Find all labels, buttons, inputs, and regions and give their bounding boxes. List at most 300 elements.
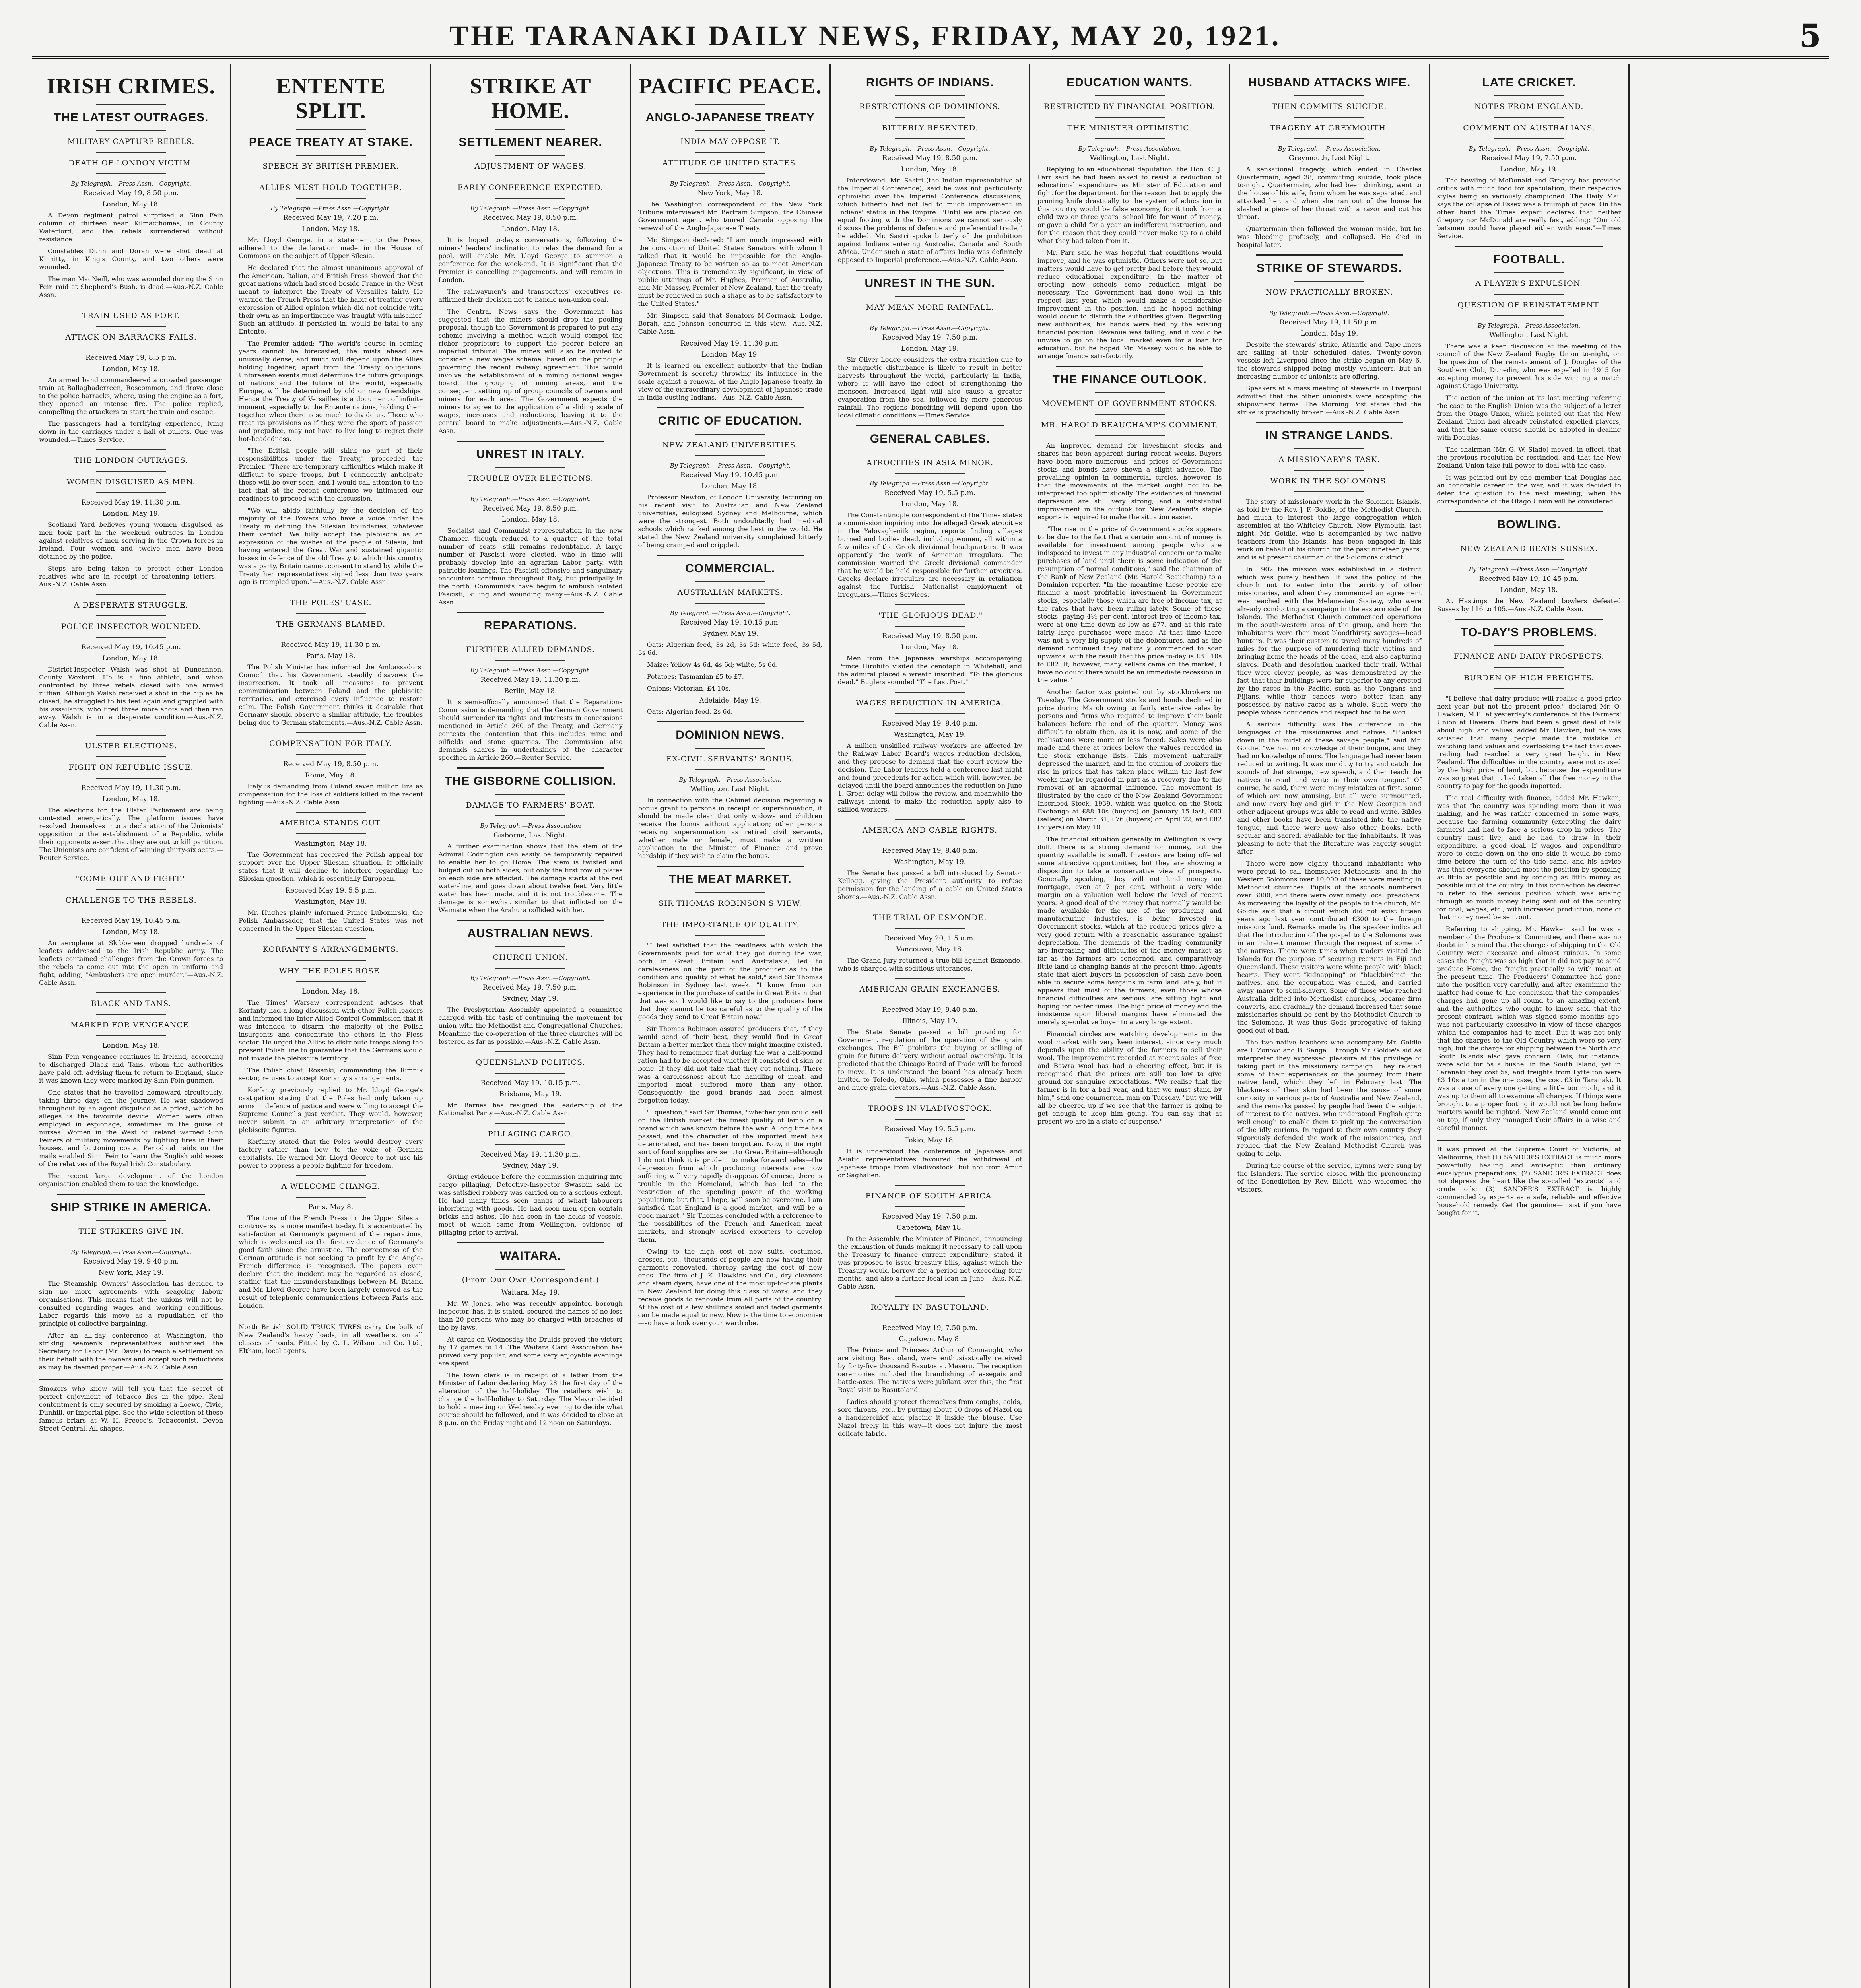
paragraph: There was a keen discussion at the meeting of the council of the New Zealand Rugby Union to-night, on the question of the reinstatement of J. Douglas of the Southern Club, Dunedin, who was expelled in 1915 for accepting money to prevent his side winning a match against Otago University. — [1437, 342, 1621, 390]
divider — [296, 1175, 366, 1176]
dateline: Wellington, Last Night. — [690, 785, 770, 793]
byline: By Telegraph.—Press Assn.—Copyright. — [870, 145, 990, 152]
divider — [495, 467, 565, 468]
paragraph: Speakers at a mass meeting of stewards in Liverpool admitted that the other unionists were accepting the shipowners' terms. The Morning Post states that the strike is practically broken.—Aus.-N.Z. Cable Assn. — [1237, 384, 1422, 416]
byline: By Telegraph.—Press Association. — [1078, 145, 1181, 152]
paragraph: It was pointed out by one member that Douglas had an honorable career in the war, and it was decided to defer the question to the next meeting, when the correspondence of the Otago Union will be considered. — [1437, 474, 1621, 505]
dateline: Brisbane, May 19. — [499, 1090, 562, 1098]
dateline: London, May 18. — [501, 516, 559, 524]
divider — [296, 155, 366, 156]
divider — [895, 713, 965, 714]
divider — [895, 692, 965, 693]
page-number: 5 — [1799, 17, 1821, 54]
paragraph: "The British people will shirk no part of their responsibilities under the Treaty," proceeded the Premier. "There are temporary difficulties which make it difficult to spare troops, but I confidently anticipate these will be over soon, and I would call attention to the fact that at the recent conference we intimated our readiness to proceed with the discussion. — [239, 447, 423, 502]
divider — [856, 425, 1004, 426]
dateline: London, May 18. — [102, 928, 160, 936]
divider — [1294, 281, 1364, 282]
paragraph: Financial circles are watching developments in the wool market with very keen interest, since very much depends upon the ability of the farmers to sell their wool. The improvement recorded at recent sales of free and Bawra wool has had a cheering effect, but it is recognised that the prices are still too low to give ground for sanguine expectations. "We realise that the farmer is in for a bad year, and that we must stand by him," said one commercial man on Tuesday, "but we will all be cheered up if we see that the farmer is going to get enough to keep him going. You can say that at present we are in a state of suspense." — [1037, 1030, 1222, 1125]
paragraph: Steps are being taken to protect other London relatives who are in receipt of threatening letters.—Aus.-N.Z. Cable Assn. — [39, 565, 223, 588]
divider — [657, 721, 804, 722]
divider — [695, 455, 765, 456]
paragraph: The Grand Jury returned a true bill against Esmonde, who is charged with seditious utterances. — [837, 957, 1022, 972]
divider — [96, 152, 166, 153]
dateline: London, May 18. — [1500, 586, 1558, 594]
dateline: Sydney, May 19. — [702, 630, 758, 638]
dateline: London, May 19. — [701, 351, 759, 359]
divider — [1256, 422, 1403, 423]
divider — [695, 581, 765, 582]
dateline: Received May 19, 8.50 p.m. — [483, 505, 578, 513]
paragraph: The town clerk is in receipt of a letter from the Minister of Labor declaring May 28 the first day of the alteration of the half-holiday. The retailers wish to change the half-holiday to Saturday. The Mayor decided to hold a meeting on Wednesday evening to decide what course should be followed, and it was decided to close at 8 p.m. on the Friday night and 12 noon on Saturdays. — [438, 1371, 623, 1427]
subheading: EX-CIVIL SERVANTS' BONUS. — [666, 755, 794, 763]
divider — [1294, 470, 1364, 471]
dateline: Received May 19, 5.5 p.m. — [884, 1125, 976, 1133]
column-8 — [1430, 64, 1630, 1988]
paragraph: Another factor was pointed out by stockbrokers on Tuesday. The Government stocks and bonds declined in price during March owing to fairly extensive sales by persons and firms who required to improve their bank balances before the end of the quarter. Money was difficult to obtain then, as it is now, and some of the realisations were more or less forced. Sales were also made and there at prices below the values recorded in the stock exchange lists. This movement naturally depressed the market, and in the opinion of brokers the rise in prices that has taken place within the last few weeks may be regarded in part as a recovery due to the removal of an abnormal influence. The movement is illustrated by the case of the New Zealand Government Inscribed Stock, 1939, which was quoted on the Stock Exchange at £88 10s (buyers) on January 15 last, £83 (sellers) on March 31, £76 (buyers) on April 22, and £82 (buyers) on May 10. — [1037, 688, 1222, 831]
column-4 — [631, 64, 831, 1988]
subheading: AMERICA AND CABLE RIGHTS. — [862, 826, 998, 835]
divider — [895, 604, 965, 605]
paragraph: The chairman (Mr. G. W. Slade) moved, in effect, that the previous resolution be rescinded, and that the New Zealand Union take full power to deal with the case. — [1437, 446, 1621, 469]
divider — [296, 938, 366, 939]
paragraph: Onions: Victorian, £4 10s. — [647, 685, 731, 692]
dateline: Received May 19, 8.5 p.m. — [85, 354, 177, 362]
section-heading: AUSTRALIAN NEWS. — [467, 927, 594, 940]
byline: By Telegraph.—Press Association. — [679, 776, 782, 783]
section-heading: UNREST IN THE SUN. — [864, 277, 995, 290]
section-heading: ANGLO-JAPANESE TREATY — [645, 111, 815, 124]
paragraph: Mr. W. Jones, who was recently appointed borough inspector, has, it is stated, secured the names of no less than 20 persons who may be charged with breaches of the by-laws. — [438, 1300, 623, 1331]
paragraph: A Devon regiment patrol surprised a Sinn Fein column of thirteen near Kilmacthomas, in County Waterford, and the rebels surrendered without resistance. — [39, 212, 223, 243]
headline: STRIKE AT HOME. — [470, 74, 591, 123]
subheading: MAY MEAN MORE RAINFALL. — [866, 303, 994, 312]
subheading: MILITARY CAPTURE REBELS. — [67, 137, 195, 146]
dateline: London, May 19. — [901, 345, 959, 353]
subheading: CHALLENGE TO THE REBELS. — [65, 896, 197, 905]
divider — [457, 1242, 604, 1243]
divider — [96, 889, 166, 890]
dateline: Paris, May 8. — [308, 1203, 354, 1211]
paragraph: The action of the union at its last meeting referring the case to the English Union was the subject of a letter from the Otago Union, which pointed out that the New Zealand Union had already reinstated expelled players, and that the same course should be adopted in dealing with Douglas. — [1437, 394, 1621, 441]
subheading: ATROCITIES IN ASIA MINOR. — [866, 458, 994, 467]
subheading: KORFANTY'S ARRANGEMENTS. — [262, 945, 399, 954]
paragraph: Mr. Barnes has resigned the leadership of the Nationalist Party.—Aus.-N.Z. Cable Assn. — [438, 1101, 623, 1117]
subheading: INDIA MAY OPPOSE IT. — [680, 137, 780, 146]
divider — [495, 198, 565, 199]
divider — [695, 130, 765, 131]
paragraph: Scotland Yard believes young women disguised as men took part in the weekend outrages in London against relatives of men serving in the Crown forces in Ireland. Four women and twelve men have been detained by the police. — [39, 521, 223, 560]
dateline: Washington, May 19. — [894, 731, 966, 739]
divider — [695, 769, 765, 770]
dateline: London, May 18. — [901, 643, 959, 651]
divider — [296, 732, 366, 733]
divider — [1256, 254, 1403, 256]
byline: By Telegraph.—Press Assn.—Copyright. — [1469, 145, 1589, 152]
dateline: Received May 19, 7.50 p.m. — [882, 1324, 978, 1332]
advertisement: North British SOLID TRUCK TYRES carry the bulk of New Zealand's heavy loads, in all weathers, on all classes of roads. Fitted by C. L. Wilson and Co. Ltd., Eltham, local agents. — [239, 1318, 423, 1355]
paragraph: Quartermain then followed the woman inside, but he was bleeding profusely, and collapsed. He died in hospital later. — [1237, 225, 1422, 248]
paragraph: Giving evidence before the commission inquiring into cargo pillaging, Detective-Inspector Swasbin said he was satisfied robbery was carried on to a serious extent. He had many times seen gangs of wharf labourers interfering with goods. He had seen men open contain bricks and ashes. He had seen in the holds of vessels, most of which came from Wellington, evidence of pillaging prior to arrival. — [438, 1173, 623, 1236]
dateline: Sydney, May 19. — [502, 1162, 559, 1170]
section-heading: DOMINION NEWS. — [676, 728, 785, 742]
divider — [457, 612, 604, 613]
paragraph: The story of missionary work in the Solomon Islands, as told by the Rev. J. F. Goldie, of the Methodist Church, had much to interest the large congregation which assembled at the Whiteley Church, New Plymouth, last night. Mr. Goldie, who is accompanied by two native teachers from the Islands, has been engaged in this work on behalf of his church for the past nineteen years, and is at present chairman of the Solomons district. — [1237, 498, 1422, 561]
subheading: (From Our Own Correspondent.) — [462, 1276, 599, 1284]
subheading: NOTES FROM ENGLAND. — [1474, 102, 1584, 111]
divider — [895, 928, 965, 929]
divider — [1294, 138, 1364, 139]
divider — [495, 1123, 565, 1124]
divider — [57, 1194, 205, 1195]
divider — [1494, 117, 1564, 118]
divider — [96, 594, 166, 595]
section-heading: HUSBAND ATTACKS WIFE. — [1248, 76, 1411, 89]
divider — [96, 756, 166, 757]
dateline: Received May 19, 11.30 p.m. — [81, 499, 181, 507]
paragraph: Mr. Simpson said that Senators M'Cormack, Lodge, Borah, and Johnson concurred in this view.—Aus.-N.Z. Cable Assn. — [638, 312, 822, 335]
dateline: Sydney, May 19. — [502, 995, 559, 1003]
dateline: London, May 18. — [901, 165, 959, 173]
dateline: Received May 19, 11.50 p.m. — [1279, 318, 1379, 326]
subheading: THE POLES' CASE. — [290, 598, 372, 607]
divider — [895, 1097, 965, 1098]
dateline: London, May 18. — [102, 365, 160, 373]
columns-grid — [32, 64, 1829, 1988]
subheading: THE MINISTER OPTIMISTIC. — [1067, 124, 1192, 132]
subheading: SPEECH BY BRITISH PREMIER. — [262, 162, 399, 171]
divider — [695, 173, 765, 174]
subheading: A MISSIONARY'S TASK. — [1278, 455, 1380, 464]
divider — [296, 1197, 366, 1198]
divider — [96, 778, 166, 779]
paragraph: The Washington correspondent of the New York Tribune interviewed Mr. Bertram Simpson, the Chinese Government agent who toured Canada opposing the renewal of the Anglo-Japanese Treaty. — [638, 200, 822, 232]
paragraph: Sir Oliver Lodge considers the extra radiation due to the magnetic disturbance is likely to result in better harvests throughout the world, particularly in India, where it will have the effect of strengthening the monsoon. Increased light will also cause a greater evaporation from the sea, followed by more generous rainfall. The regions benefiting will depend upon the local climatic conditions.—Times Service. — [837, 356, 1022, 419]
paragraph: A sensational tragedy, which ended in Charles Quartermain, aged 38, committing suicide, took place to-night. Quartermain, who had been drinking, went to the house of his wife, from whom he was separated, and attacked her, and when she ran out of the house he slashed a piece of her throat with a razor and cut his throat. — [1237, 165, 1422, 221]
section-heading: PEACE TREATY AT STAKE. — [249, 136, 413, 149]
section-heading: THE LATEST OUTRAGES. — [53, 111, 209, 124]
subheading: TROOPS IN VLADIVOSTOCK. — [868, 1104, 992, 1113]
dateline: London, May 18. — [102, 654, 160, 662]
dateline: Received May 19, 10.45 p.m. — [1479, 575, 1579, 583]
subheading: AMERICA STANDS OUT. — [279, 819, 383, 827]
divider — [895, 626, 965, 627]
section-heading: FOOTBALL. — [1493, 253, 1565, 266]
paragraph: The man MacNeill, who was wounded during the Sinn Fein raid at Shepherd's Bush, is dead.—Aus.-N.Z. Cable Assn. — [39, 275, 223, 299]
divider — [895, 1185, 965, 1186]
dateline: London, May 19. — [102, 510, 160, 518]
paragraph: He declared that the almost unanimous approval of the American, Italian, and British Press showed that the great nations which had stood beside France in the West meant to interpret the Treaty of Versailles fairly. He warned the French Press that the habit of treating every expression of Allied opinion which did not coincide with their own as an impertinence was fraught with mischief. Such an attitude, if persisted in, would be fatal to any Entente. — [239, 264, 423, 335]
dateline: Received May 19, 7.50 p.m. — [483, 984, 578, 992]
dateline: Vancouver, May 18. — [896, 945, 964, 953]
subheading: ROYALTY IN BASUTOLAND. — [870, 1303, 989, 1312]
subheading: MARKED FOR VENGEANCE. — [70, 1021, 192, 1029]
paragraph: The Central News says the Government has suggested that the miners should drop the pooling proposal, though the Government is prepared to put any scheme involving a method which would compel the richer proprietors to support the poorer before an impartial tribunal. The mines will also be invited to consider a new wages scheme, based on the principle governing the recent railway agreement. This would involve the establishment of a mining national wages board, the grouping of mining areas, and the consequent setting up of group councils of owners and miners for each area. The Government expects the miners to agree to the application of a sliding scale of wages, increases and reductions, leaving it to the central board to make adjustments.—Aus.-N.Z. Cable Assn. — [438, 308, 623, 435]
paragraph: The State Senate passed a bill providing for Government regulation of the operation of the grain exchanges. The Bill prohibits the buying or selling of grain for future delivery without actual ownership. It is predicted that the Chicago Board of Trade will be forced to move. It is understood the board has already been invited to Toledo, Ohio, which possesses a fine harbor and huge grain elevators.—Aus.-N.Z. Cable Assn. — [837, 1028, 1022, 1091]
section-heading: WAITARA. — [500, 1249, 561, 1262]
paragraph: After an all-day conference at Washington, the striking seamen's representatives authorised the Secretary for Labor (Mr. Davis) to reach a settlement on their behalf with the owners and accept such reductions as may be deemed proper.—Aus.-N.Z. Cable Assn. — [39, 1332, 223, 1371]
subheading: FURTHER ALLIED DEMANDS. — [466, 645, 595, 654]
column-3 — [431, 64, 631, 1988]
dateline: Received May 19, 11.30 p.m. — [480, 1151, 581, 1159]
dateline: Received May 19, 8.50 p.m. — [882, 632, 978, 640]
byline: By Telegraph.—Press Assn.—Copyright. — [71, 1248, 192, 1256]
divider — [695, 748, 765, 749]
column-7 — [1230, 64, 1430, 1988]
divider — [1494, 272, 1564, 273]
dateline: London, May 18. — [102, 200, 160, 208]
subheading: COMMENT ON AUSTRALIANS. — [1463, 124, 1595, 132]
paragraph: The Prince and Princess Arthur of Connaught, who are visiting Basutoland, were enthusiastically received by forty-five thousand Basutos at Maseru. The reception ceremonies included the brandishing of assegais and battle-axes. The natives were jubilant over this, the first Royal visit to Basutoland. — [837, 1346, 1022, 1394]
paragraph: The Senate has passed a bill introduced by Senator Kellogg, giving the President authority to refuse permission for the landing of a cable on United States shores.—Aus.-N.Z. Cable Assn. — [837, 869, 1022, 901]
paragraph: Owing to the high cost of new suits, costumes, dresses, etc., thousands of people are now having their garments renovated, thereby saving the cost of new ones. The firm of J. K. Hawkins and Co., dry cleaners and steam dyers, have one of the most up-to-date plants in New Zealand for doing this class of work, and they receive goods to renovate from all parts of the country. At the cost of a few shillings soiled and faded garments can be made equal to new. Now is the time to economise—so have a look over your wardrobe. — [638, 1248, 822, 1327]
subheading: ATTACK ON BARRACKS FAILS. — [65, 333, 197, 342]
divider — [96, 492, 166, 493]
dateline: Received May 19, 7.20 p.m. — [283, 214, 379, 222]
paragraph: Maize: Yellow 4s 6d, 4s 6d; white, 5s 6d. — [647, 661, 778, 668]
subheading: "COME OUT AND FIGHT." — [76, 874, 186, 883]
paragraph: Men from the Japanese warships accompanying Prince Hirohito visited the cenotaph in Whitehall, and the admiral placed a wreath inscribed: "To the glorious dead." Buglers sounded "The Last Post." — [837, 654, 1022, 686]
subheading: ALLIES MUST HOLD TOGETHER. — [259, 183, 402, 192]
dateline: Received May 19, 7.50 p.m. — [1481, 154, 1577, 162]
dateline: Received May 19, 10.45 p.m. — [81, 643, 181, 651]
section-heading: STRIKE OF STEWARDS. — [1257, 262, 1402, 275]
divider — [96, 992, 166, 993]
dateline: Received May 19, 10.15 p.m. — [480, 1079, 581, 1087]
divider — [457, 441, 604, 442]
divider — [96, 1014, 166, 1015]
subheading: ATTITUDE OF UNITED STATES. — [662, 159, 798, 167]
paragraph: At Hastings the New Zealand bowlers defeated Sussex by 116 to 105.—Aus.-N.Z. Cable Assn. — [1437, 597, 1621, 613]
dateline: Received May 19, 8.50 p.m. — [882, 154, 978, 162]
dateline: Received May 19, 5.5 p.m. — [285, 887, 377, 895]
divider — [495, 1269, 565, 1270]
paragraph: Sinn Fein vengeance continues in Ireland, according to discharged Black and Tans, whom the authorities have paid off, advising them to return to England, since it was known they were marked by Sinn Fein gunmen. — [39, 1053, 223, 1084]
paragraph: It is learned on excellent authority that the Indian Government is secretly throwing its influence in the scale against a renewal of the Anglo-Japanese treaty, in view of the extraordinary development of Japanese trade in India ousting Indians.—Aus.-N.Z. Cable Assn. — [638, 362, 822, 401]
paragraph: The railwaymen's and transporters' executives re-affirmed their decision not to handle non-union coal. — [438, 288, 623, 303]
paragraph: The financial situation generally in Wellington is very dull. There is a strong demand for money, but the quantity available is small. Investors are being offered some attractive opportunities, but they are showing a disposition to take a conservative view of prospects. Generally speaking, they will not lend money on mortgage, even at 7 per cent. without a very wide margin on a valuation well below the level of recent years. A good deal of the money that normally would be made available for the use of the producing and manufacturing industries, is being invested in Government stocks, which at the reduced prices give a very good return with a reasonable assurance against depreciation. The demands of the trading community are increasing and difficulties of the money market as far as the farmers are concerned, and comparatively little land is changing hands at the present time. Agents state that alert buyers in possession of cash have been able to secure some bargains in farm land lately, but it appears that most of the farmers, even those whose financial difficulties are serious, are sitting tight and hoping for better times. The high price of money and the insistence upon liberal margins have eliminated the merely speculative buyer to a very large extent. — [1037, 835, 1222, 1026]
dateline: London, May 18. — [102, 795, 160, 803]
subheading: THEN COMMITS SUICIDE. — [1272, 102, 1387, 111]
section-heading: UNREST IN ITALY. — [476, 448, 585, 461]
paragraph: Potatoes: Tasmanian £5 to £7. — [647, 673, 744, 680]
divider — [1494, 688, 1564, 689]
dateline: London, May 18. — [701, 482, 759, 490]
dateline: Washington, May 18. — [295, 898, 367, 906]
divider — [96, 1220, 166, 1221]
dateline: Received May 19, 11.30 p.m. — [680, 340, 780, 348]
subheading: ULSTER ELECTIONS. — [85, 742, 177, 750]
subheading: WORK IN THE SOLOMONS. — [1270, 477, 1389, 485]
paragraph: At cards on Wednesday the Druids proved the victors by 17 games to 14. The Waitara Card Association has proved very popular, and some very enjoyable evenings are spent. — [438, 1336, 623, 1367]
subheading: A DESPERATE STRUGGLE. — [74, 601, 188, 610]
paragraph: The Presbyterian Assembly appointed a committee charged with the task of continuing the movement for union with the Methodist and Congregational Churches. Meantime the co-operation of the three churches will be fostered as far as possible.—Aus.-N.Z. Cable Assn. — [438, 1006, 623, 1045]
dateline: New York, May 19. — [98, 1269, 164, 1277]
paragraph: Socialist and Communist representation in the new Chamber, though reduced to a quarter of the total number of seats, still remains redoubtable. A large number of Fascisti were elected, who in time will probably develop into an agrarian Labor party, with patriotic leanings. The Fascisti offensive and sanguinary encounters continue throughout Italy, but principally in the north. Communists have begun to ambush isolated Fascisti, killing and wounding many.—Aus.-N.Z. Cable Assn. — [438, 527, 623, 606]
divider — [895, 117, 965, 118]
divider — [495, 815, 565, 816]
divider — [96, 615, 166, 616]
divider — [296, 812, 366, 813]
dateline: Washington, May 19. — [894, 858, 966, 866]
dateline: Received May 19, 10.15 p.m. — [680, 619, 780, 627]
divider — [1095, 414, 1165, 415]
dateline: Capetown, May 18. — [896, 1224, 964, 1232]
paragraph: Referring to shipping, Mr. Hawken said he was a member of the Producers' Committee, and there was no doubt in his mind that the charges of shipping to the Old Country were excessive and almost ruinous. In some cases the freight was so high that it did not pay to send produce Home, the freight practically so with meat at the present time. The Producers' Committee had gone into the position very carefully, and after examining the matter had come to the conclusion that the companies' charges had gone up all round to an amazing extent, and the authorities who ought to know said that the present contract, which was signed some months ago, was not particularly excessive in view of these charges which the companies had to meet. But it was not only that the charges to the Old Country which were so very high, but the charge for shipping between the North and South Islands also gave concern. Oats, for instance, were sold for 5s a bushel in the South Island, yet in Taranaki they cost 5s, and freights from Lyttelton were £3 10s a ton in the one case, the cost £3 in Taranaki. It was a case of every one getting a little too much, and it was up to them all to examine all charges. If things were brought to a proper footing it would not be long before matters would be righted. New Zealand would come out on top, if only they managed their affairs in a wise and careful manner. — [1437, 925, 1621, 1132]
section-heading: GENERAL CABLES. — [870, 432, 990, 445]
byline: By Telegraph.—Press Assn.—Copyright. — [470, 975, 591, 982]
divider — [296, 129, 366, 130]
divider — [96, 1035, 166, 1036]
paragraph: "We will abide faithfully by the decision of the majority of the Powers who have a voice under the Treaty in defining the Silesian boundaries, whatever their verdict. We fully accept the plebiscite as an expression of the wishes of the people of Silesia, but having entered the Great War and sustained gigantic losses in defence of the old Treaty to which this country was a party, Britain cannot consent to stand by while the Treaty her representatives signed less than two years ago is trampled upon."—Aus.-N.Z. Cable Assn. — [239, 507, 423, 586]
paragraph: During the course of the service, hymns were sung by the Islanders. The service closed with the pronouncing of the Benediction by Rev. Elliott, who welcomed the visitors. — [1237, 1162, 1422, 1193]
divider — [495, 1144, 565, 1145]
dateline: Received May 19, 7.50 p.m. — [882, 1213, 978, 1221]
section-heading: IN STRANGE LANDS. — [1265, 429, 1393, 442]
headline: ENTENTE SPLIT. — [276, 74, 386, 123]
subheading: DEATH OF LONDON VICTIM. — [68, 159, 194, 167]
divider — [1494, 294, 1564, 295]
byline: By Telegraph.—Press Assn.—Copyright. — [870, 324, 990, 332]
divider — [895, 978, 965, 979]
dateline: Received May 19, 11.30 p.m. — [480, 676, 581, 684]
subheading: MOVEMENT OF GOVERNMENT STOCKS. — [1041, 399, 1218, 408]
subheading: MR. HAROLD BEAUCHAMP'S COMMENT. — [1041, 421, 1218, 429]
divider — [1494, 138, 1564, 139]
paragraph: A million unskilled railway workers are affected by the Railway Labor Board's wages reduction decision, and they propose to demand that the court review the decision. The Labor leaders held a conference last night and found precedents for action which will, however, be delayed until the board announces the reduction on June 1. Great delay will follow the review, and meanwhile the railways intend to make the reduction apply also to skilled workers. — [837, 742, 1022, 813]
paragraph: "I question," said Sir Thomas, "whether you could sell on the British market the finest quality of lamb on a brand which was known before the war. A long time has passed, and the character of the imported meat has deteriorated, and has been forgotten. Now, if the right sort of food supplies are sent to Great Britain—although I do not think it is prudent to make forward sales—the depression from which producing interests are now suffering will very rapidly disappear. Of course, there is trouble in the Homeland, which has led to the restriction of the spending power of the working population; but that, I hope, will soon be overcome. I am satisfied that England is a good market, and will be a good market." Sir Thomas concluded with a reference to the possibilities of the French and American meat markets, and strongly advised exporters to develop them. — [638, 1109, 822, 1243]
dateline: Rome, May 18. — [305, 771, 357, 779]
paragraph: The Times' Warsaw correspondent advises that Korfanty had a long discussion with other Polish leaders and informed the Inter-Allied Control Commission that it was intended to disarm the majority of the Polish insurgents and concentrate the others in the Pless sector. He urged the Allies to distribute troops along the present Polish line to guarantee that the Germans would not invade the plebiscite territory. — [239, 999, 423, 1062]
section-heading: RIGHTS OF INDIANS. — [866, 76, 994, 89]
section-heading: EDUCATION WANTS. — [1066, 76, 1193, 89]
subheading: FIGHT ON REPUBLIC ISSUE. — [68, 763, 194, 772]
paragraph: The tone of the French Press in the Upper Silesian controversy is more manifest to-day. It is accentuated by satisfaction at Germany's payment of the reparations, which is welcomed as the first evidence of Germany's good faith since the armistice. The correctness of the German attitude is not seeking to profit by the Anglo-French difference is recognised. The papers even declare that the incident may be regarded as closed, stating that the misunderstandings between M. Briand and Mr. Lloyd George have been largely removed as the result of telephonic communications between Paris and London. — [239, 1214, 423, 1309]
subheading: QUEENSLAND POLITICS. — [476, 1058, 585, 1067]
divider — [856, 270, 1004, 271]
section-heading: THE MEAT MARKET. — [668, 873, 792, 886]
paragraph: Despite the stewards' strike, Atlantic and Cape liners are sailing at their scheduled dates. Twenty-seven vessels left Liverpool since the strike began on May 6, the stewards shipped being mostly volunteers, but an increasing number of unionists are offering. — [1237, 341, 1422, 380]
divider — [895, 1296, 965, 1297]
paragraph: One states that he travelled homeward circuitously, taking three days on the journey. He was shadowed throughout by an agent disguised as a priest, which he alleges is the favourite device. Women were often employed in espionage, sometimes in the guise of nurses. Women in the West of Ireland warned Sinn Feiners of military movements by lighting fires in their houses, and buttoning coats. Periodical raids on the mails enabled Sinn Fein to learn the English addresses of the relatives of the Royal Irish Constabulary. — [39, 1089, 223, 1168]
subheading: WOMEN DISGUISED AS MEN. — [66, 478, 196, 486]
paragraph: The Constantinople correspondent of the Times states a commission inquiring into the alleged Greek atrocities in the Yalovagheniik region, reports finding villages burned and bodies dead, including women, all within a few miles of the Greek divisional headquarters. It was apparently the work of Armenian irregulars. The commission warned the Greek divisional commander that he would be held responsible for further atrocities. Greeks declare irregulars are necessary in retaliation against the Turkish Nationalist employment of irregulars.—Times Services. — [837, 511, 1022, 598]
divider — [695, 104, 765, 105]
column-9 — [1630, 64, 1829, 1988]
dateline: Gisborne, Last Night. — [493, 831, 567, 839]
subheading: POLICE INSPECTOR WOUNDED. — [61, 622, 201, 631]
divider — [1056, 366, 1203, 367]
headline: IRISH CRIMES. — [47, 74, 216, 99]
divider — [296, 981, 366, 982]
dateline: Received May 19, 10.45 p.m. — [81, 917, 181, 925]
section-heading: LATE CRICKET. — [1482, 76, 1576, 89]
paragraph: Korfanty previously replied to Mr. Lloyd George's castigation stating that the Poles had only taken up arms in defence of justice and were willing to accept the Supreme Council's just verdict. They would, however, never submit to an arbitrary interpretation of the plebiscite figures. — [239, 1086, 423, 1134]
divider — [895, 138, 965, 139]
divider — [1095, 138, 1165, 139]
byline: By Telegraph.—Press Assn.—Copyright. — [470, 495, 591, 503]
column-1 — [32, 64, 231, 1988]
divider — [1494, 645, 1564, 646]
dateline: Tokio, May 18. — [905, 1136, 955, 1144]
divider — [96, 449, 166, 450]
paragraph: Mr. Hughes plainly informed Prince Lubomirski, the Polish Ambassador, that the United States was not concerned in the Upper Silesian question. — [239, 909, 423, 932]
paragraph: "The rise in the price of Government stocks appears to be due to the fact that a certain amount of money is available for investment among people who are indisposed to invest in any industrial concern or to make purchases of land until there is some indication of the resumption of normal conditions," said the chairman of the Bank of New Zealand (Mr. Harold Beauchamp) to a Dominion reporter. "In the meantime these people are finding a most profitable investment in Government stocks, especially those which are free of income tax, at the rates that have been ruling lately. Some of these stocks, paying 4½ per cent. interest free of income tax, were at one time down as low as £77, and at this rate fairly large purchases were made. At that time there was not a very big supply of the debentures, and as the demand continued they naturally commenced to soar upwards, with the result that the price to-day is £81 10s to £82. If, however, many sellers came on the market, I have no doubt there would be an immediate recession in the value." — [1037, 525, 1222, 684]
section-heading: THE FINANCE OUTLOOK. — [1052, 373, 1207, 386]
dateline: London, May 18. — [302, 988, 360, 996]
divider — [657, 555, 804, 556]
subheading: TRAGEDY AT GREYMOUTH. — [1270, 124, 1389, 132]
divider — [296, 613, 366, 614]
paragraph: In connection with the Cabinet decision regarding a bonus grant to persons in receipt of superannuation, it should be made clear that only widows and children receive the bonus without application; other persons receiving superannuation as retired civil servants, whether male or female, must make a written application to the Minister of Finance and prove hardship if they wish to claim the bonus. — [638, 796, 822, 860]
advertisement: It was proved at the Supreme Court of Victoria, at Melbourne, that (1) SANDER'S EXTRACT is much more powerfully healing and antiseptic than ordinary eucalyptus preparations; (2) SANDER'S EXTRACT does not depress the heart like the so-called "extracts" and crude oils; (3) SANDER'S EXTRACT is highly commended by experts as a safe, reliable and effective household remedy. Get the genuine—insist if you have bought for it. — [1437, 1140, 1621, 1217]
section-heading: SHIP STRIKE IN AMERICA. — [51, 1201, 212, 1214]
subheading: AMERICAN GRAIN EXCHANGES. — [859, 985, 1000, 994]
paragraph: A serious difficulty was the difference in the languages of the missionaries and natives. "Planked down in the midst of these savage people," said Mr. Goldie, "we had no knowledge of their tongue, and they had no knowledge of ours. The language had never been reduced to writing. It was our duty to try and catch the sounds of that strange, new speech, and then teach the natives to read and write in their own tongue." Of course, he said, there were many mistakes at first, some of which are now amusing, but all were surmounted, and now every boy and girl in the New Georgian and other adjacent groups was able to read and write. Bibles and other books have been translated into the native tongue, and there were now also other books, both secular and sacred, available for the inhabitants. It was pleasing to note that the literature was eagerly sought after. — [1237, 720, 1422, 855]
subheading: SIR THOMAS ROBINSON'S VIEW. — [659, 899, 802, 908]
divider — [1294, 117, 1364, 118]
divider — [1494, 667, 1564, 668]
byline: By Telegraph.—Press Assn.—Copyright. — [870, 480, 990, 487]
divider — [495, 129, 565, 130]
divider — [1095, 392, 1165, 393]
divider — [895, 296, 965, 297]
subheading: ADJUSTMENT OF WAGES. — [474, 162, 587, 171]
paragraph: An improved demand for investment stocks and shares has been apparent during recent weeks. Buyers have been more numerous, and prices of Government stocks and bonds have shown a slight advance. The prevailing opinion in commercial circles, however, is that the movements of the market ought not to be interpreted too optimistically. The evidences of financial depression are still very strong, and a substantial improvement in the outlook for New Zealand's staple exports is required to make the situation easier. — [1037, 442, 1222, 521]
byline: By Telegraph.—Press Assn.—Copyright. — [71, 180, 192, 187]
subheading: QUESTION OF REINSTATEMENT. — [1457, 301, 1601, 309]
section-heading: TO-DAY'S PROBLEMS. — [1461, 626, 1597, 639]
subheading: A PLAYER'S EXPULSION. — [1475, 279, 1583, 288]
subheading: THE IMPORTANCE OF QUALITY. — [660, 920, 800, 929]
dateline: Waitara, May 19. — [501, 1289, 560, 1297]
subheading: THE STRIKERS GIVE IN. — [78, 1227, 184, 1236]
subheading: WHY THE POLES ROSE. — [279, 967, 383, 975]
byline: By Telegraph.—Press Assn.—Copyright. — [670, 462, 791, 469]
paragraph: An aeroplane at Skibbereen dropped hundreds of leaflets addressed to the Irish Republic army. The leaflets contained challenges from the Crown forces to the rebels to come out into the open in uniform and fight, adding, "Ambushers are open murder."—Aus.-N.Z. Cable Assn. — [39, 939, 223, 986]
paragraph: "I feel satisfied that the readiness with which the Governments paid for what they got during the war, both in Great Britain and Australasia, led to carelessness on the part of the producer as to the condition and quality of what he sold," said Sir Thomas Robinson in Sydney last week. "I know from our experience in the purchase of cattle in Great Britain that that was so. I would like to say to the producers here that they cannot be too careful as to the quality of the goods they send to Great Britain now." — [638, 942, 822, 1021]
subheading: BITTERLY RESENTED. — [882, 124, 978, 132]
dateline: Received May 19, 11.30 p.m. — [81, 784, 181, 792]
divider — [457, 767, 604, 769]
dateline: London, May 19. — [1300, 330, 1358, 338]
divider — [695, 152, 765, 153]
dateline: Wellington, Last Night. — [1489, 331, 1569, 339]
divider — [96, 637, 166, 638]
paragraph: It is understood the conference of Japanese and Asiatic representatives favoured the withdrawal of Japanese troops from Vladivostock, but not from Amur or Saghalien. — [837, 1147, 1022, 1179]
paragraph: Sir Thomas Robinson assured producers that, if they would send of their best, they would find in Great Britain a better market than they might imagine existed. They had to remember that during the war a half-pound ration had to be accepted whether it consisted of skin or bone. If they did not take that they got nothing. There was a carelessness about the handling of meat, and imported meat suffered more than any other. Consequently the good brands had been almost forgotten today. — [638, 1025, 822, 1104]
dateline: Greymouth, Last Night. — [1288, 154, 1370, 162]
divider — [1095, 117, 1165, 118]
headline: PACIFIC PEACE. — [638, 74, 822, 99]
dateline: Adelaide, May 19. — [699, 697, 761, 705]
divider — [1455, 511, 1603, 512]
paragraph: Ladies should protect themselves from coughs, colds, sore throats, etc., by putting about 10 drops of Nazol on a handkerchief and placing it inside the blouse. Use Nazol freely in this way—it does not injure the most delicate fabric. — [837, 1398, 1022, 1437]
dateline: Received May 20, 1.5 a.m. — [884, 934, 975, 942]
paragraph: The recent large development of the London organisation enabled them to use the knowledge. — [39, 1172, 223, 1188]
dateline: Received May 19, 5.5 p.m. — [884, 489, 976, 497]
paragraph: The Polish chief, Rosanki, commanding the Rimnik sector, refuses to accept Korfanty's arrangements. — [239, 1066, 423, 1082]
dateline: Received May 19, 8.50 p.m. — [83, 189, 179, 197]
divider — [1294, 491, 1364, 492]
divider — [1294, 448, 1364, 449]
dateline: London, May 18. — [501, 225, 559, 233]
subheading: BURDEN OF HIGH FREIGHTS. — [1463, 674, 1595, 682]
masthead-title: THE TARANAKI DAILY NEWS, FRIDAY, MAY 20, 1921. — [449, 19, 1281, 52]
dateline: Wellington, Last Night. — [1090, 154, 1169, 162]
section-heading: CRITIC OF EDUCATION. — [658, 414, 802, 427]
divider — [296, 198, 366, 199]
paragraph: The Steamship Owners' Association has decided to sign no more agreements with seagoing labour organisations. This means that the unions will not be consulted regarding wages and working conditions. Labor regards this move as a repudiation of the principle of collective bargaining. — [39, 1280, 223, 1327]
